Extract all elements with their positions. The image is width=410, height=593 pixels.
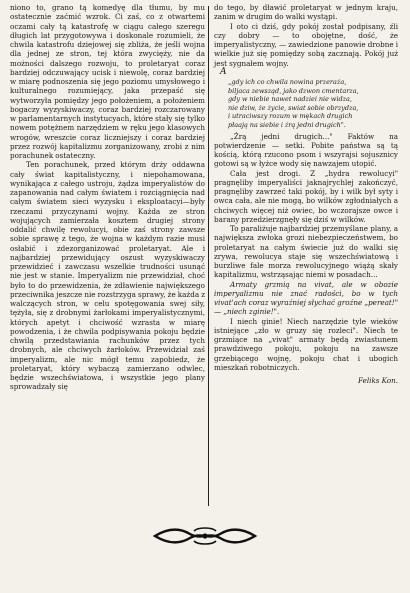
paragraph: To paraliżuje najbardziej przemyślane plany, a największa zwłoka grozi niebezpieczeństwem, bo proletaryat na całym świecie już do walki się zrywa, rewolucya staje się wszechświatową i burzliwe fale morza rewolucyjnego wiążą skały kapitalizmu, wstrząsając niemi w posadach... xyxy=(214,224,398,280)
right-column xyxy=(214,3,398,385)
quote-line: biljaca zewsząd, jako dzwon cmentarza, xyxy=(228,86,359,95)
paragraph: Cała jest drogi. Z „hydra rewolucyi" pragnęliby imperyaliści jaknajrychlej zakończyć, pragnęliby zawrzeć taki pokój, by i wilk był syty i owca cała, ale nie mogą, bo wilków zgłodniałych a chciwych więcej niż owiec, bo wczorajsze owce i barany przedzierzgnęły się dziś w wilków. xyxy=(214,168,398,224)
paragraph: Ten porachunek, przed którym drży oddawna cały świat kapitalistyczny, i niepohamowana, wynikająca z całego ustroju, żądza imperyalistów do zapanowania nad całym światem i rozciągnięcia nad całym światem sieci wyzysku i eksploatacyi—były rzeczami przyczynami wojny. Każda ze stron wojujących zamierzała kosztem drugiej strony oddalić chwilę rewolucyi, obie zaś strony zawsze sobie sprawę z tego, że wojna w każdym razie musi osłabić i zdezorganizować proletaryat. Ale i najbardziej przewidujący oszust wyzyskiwaczy przewidzieć i zawczasu wszelkie trudności usunąć nie jest w stanie. Imperyalizm nie przewidział, choć było to do przewidzenia, że zdławienie największego przeciwnika jeszcze nie rozstrzyga sprawy, że każda z walczących stron, w celu spotęgowania swej siły, tężyła, się z drobnymi żarłokami imperyalistycznymi, których apetyt i chciwość wzrasta w miarę powodzenia, i że chwila podpisywania pokoju będzie chwilą przedstawiania rachunków przez tych drobnych, ale chciwych żarłoków. Przewidział zaś imperyalizm, ale nic mógł temu zapobiedz, że proletaryat, który wybaczą zamierzano odwlec, będzie wszechświatowa, i wszystkie jego plany sprowadzały się xyxy=(10,160,205,392)
poem-quote xyxy=(228,78,398,130)
paragraph: I niech ginie! Niech narzędzie tyle wieków istniejące „zło w gruzy się rozleci". Niech te grzmiące na „vivat" armaty będą zwiastunem prawdziwego pokoju, pokoju na zawsze grzebiącego wojnę, pokoju chat i ubogich mieszkań robotniczych. xyxy=(214,316,398,372)
quote-line: „gdy ich co chwila nowina przeraża, xyxy=(228,78,347,86)
paragraph: niono to, grano tą komedyę dla tłumu, by mu ostatecznie zaćmić wzrok. Ci zaś, co z otwartemi oczami cały tą katastrofę w ciągu całego szeregu długich lat przygotowywa i doskonale rozumieli, że chwila katastrofu dziejowej się zbliża, że jeśli wojna dla jednej ze stron, tej która zwycięży, nie da możności dalszego rozwoju, to proletaryat coraz bardziej odczuwający ucisk i niewolę, coraz bardziej w miarę podnoszenia się jego poziomu umysłowego i kulturalnego rozumiejący, jaka przepaść się wytworzyła pomiędzy jego położeniem, a położeniem bogaczy wyzyskiwaczy, coraz bardziej rozczarowany w parlamentarnych instytucyach, które stały się tylko nowem potężnem narzędziem w ręku jego klasowych wrogów, wreszcie coraz liczniejszy i coraz bardziej przez rozwój kapitalizmu zorganizowany, zrobi z nim porachunek ostateczny. xyxy=(10,3,205,160)
quote-line: gdy w niebie nawet nadziei nie widza, xyxy=(228,95,352,104)
quote-line: płaają na siebie i żrą jedni drugich". xyxy=(228,120,346,129)
paragraph: do tego, by dławić proletaryat w jednym kraju, zanim w drugim do walki wystąpi. xyxy=(214,3,398,22)
quote-initial: A xyxy=(220,66,227,77)
paragraph: „Żrą jedni drugich..." Faktów na potwierdzenie — setki. Pobite państwa są tą kością, którą rzucono psom i wszyrajsi sojusznicy gotowi są w łyżce wody się nawzajem utopić. xyxy=(214,131,398,169)
paragraph: Armaty grzmią na vivat, ale w obozie imperyalizmu nie znać radości, bo w tych vivat'ach coraz wyraźniej słychać groźne „pereat!" — „niech zginie!". xyxy=(214,279,398,317)
quote-line: nie dziw, że życie, swiat sobie obrzydza, xyxy=(228,103,359,112)
decorative-scroll-ornament-icon xyxy=(150,525,260,547)
left-column xyxy=(10,3,205,392)
paragraph: I oto ci dziś, gdy pokój został podpisany, źli czy dobry — to obojętne, dość, że imperyalistyczny, — zawiedzione panowie drobne i wielkie już się pomiędzy sobą zacznają. Pokój już jest sygnałem wojny. xyxy=(214,21,398,68)
column-divider xyxy=(208,6,209,506)
quote-line: i utraciwszy rozum w mękach drugich xyxy=(228,112,353,121)
author-signature: Feliks Kon. xyxy=(358,376,398,386)
